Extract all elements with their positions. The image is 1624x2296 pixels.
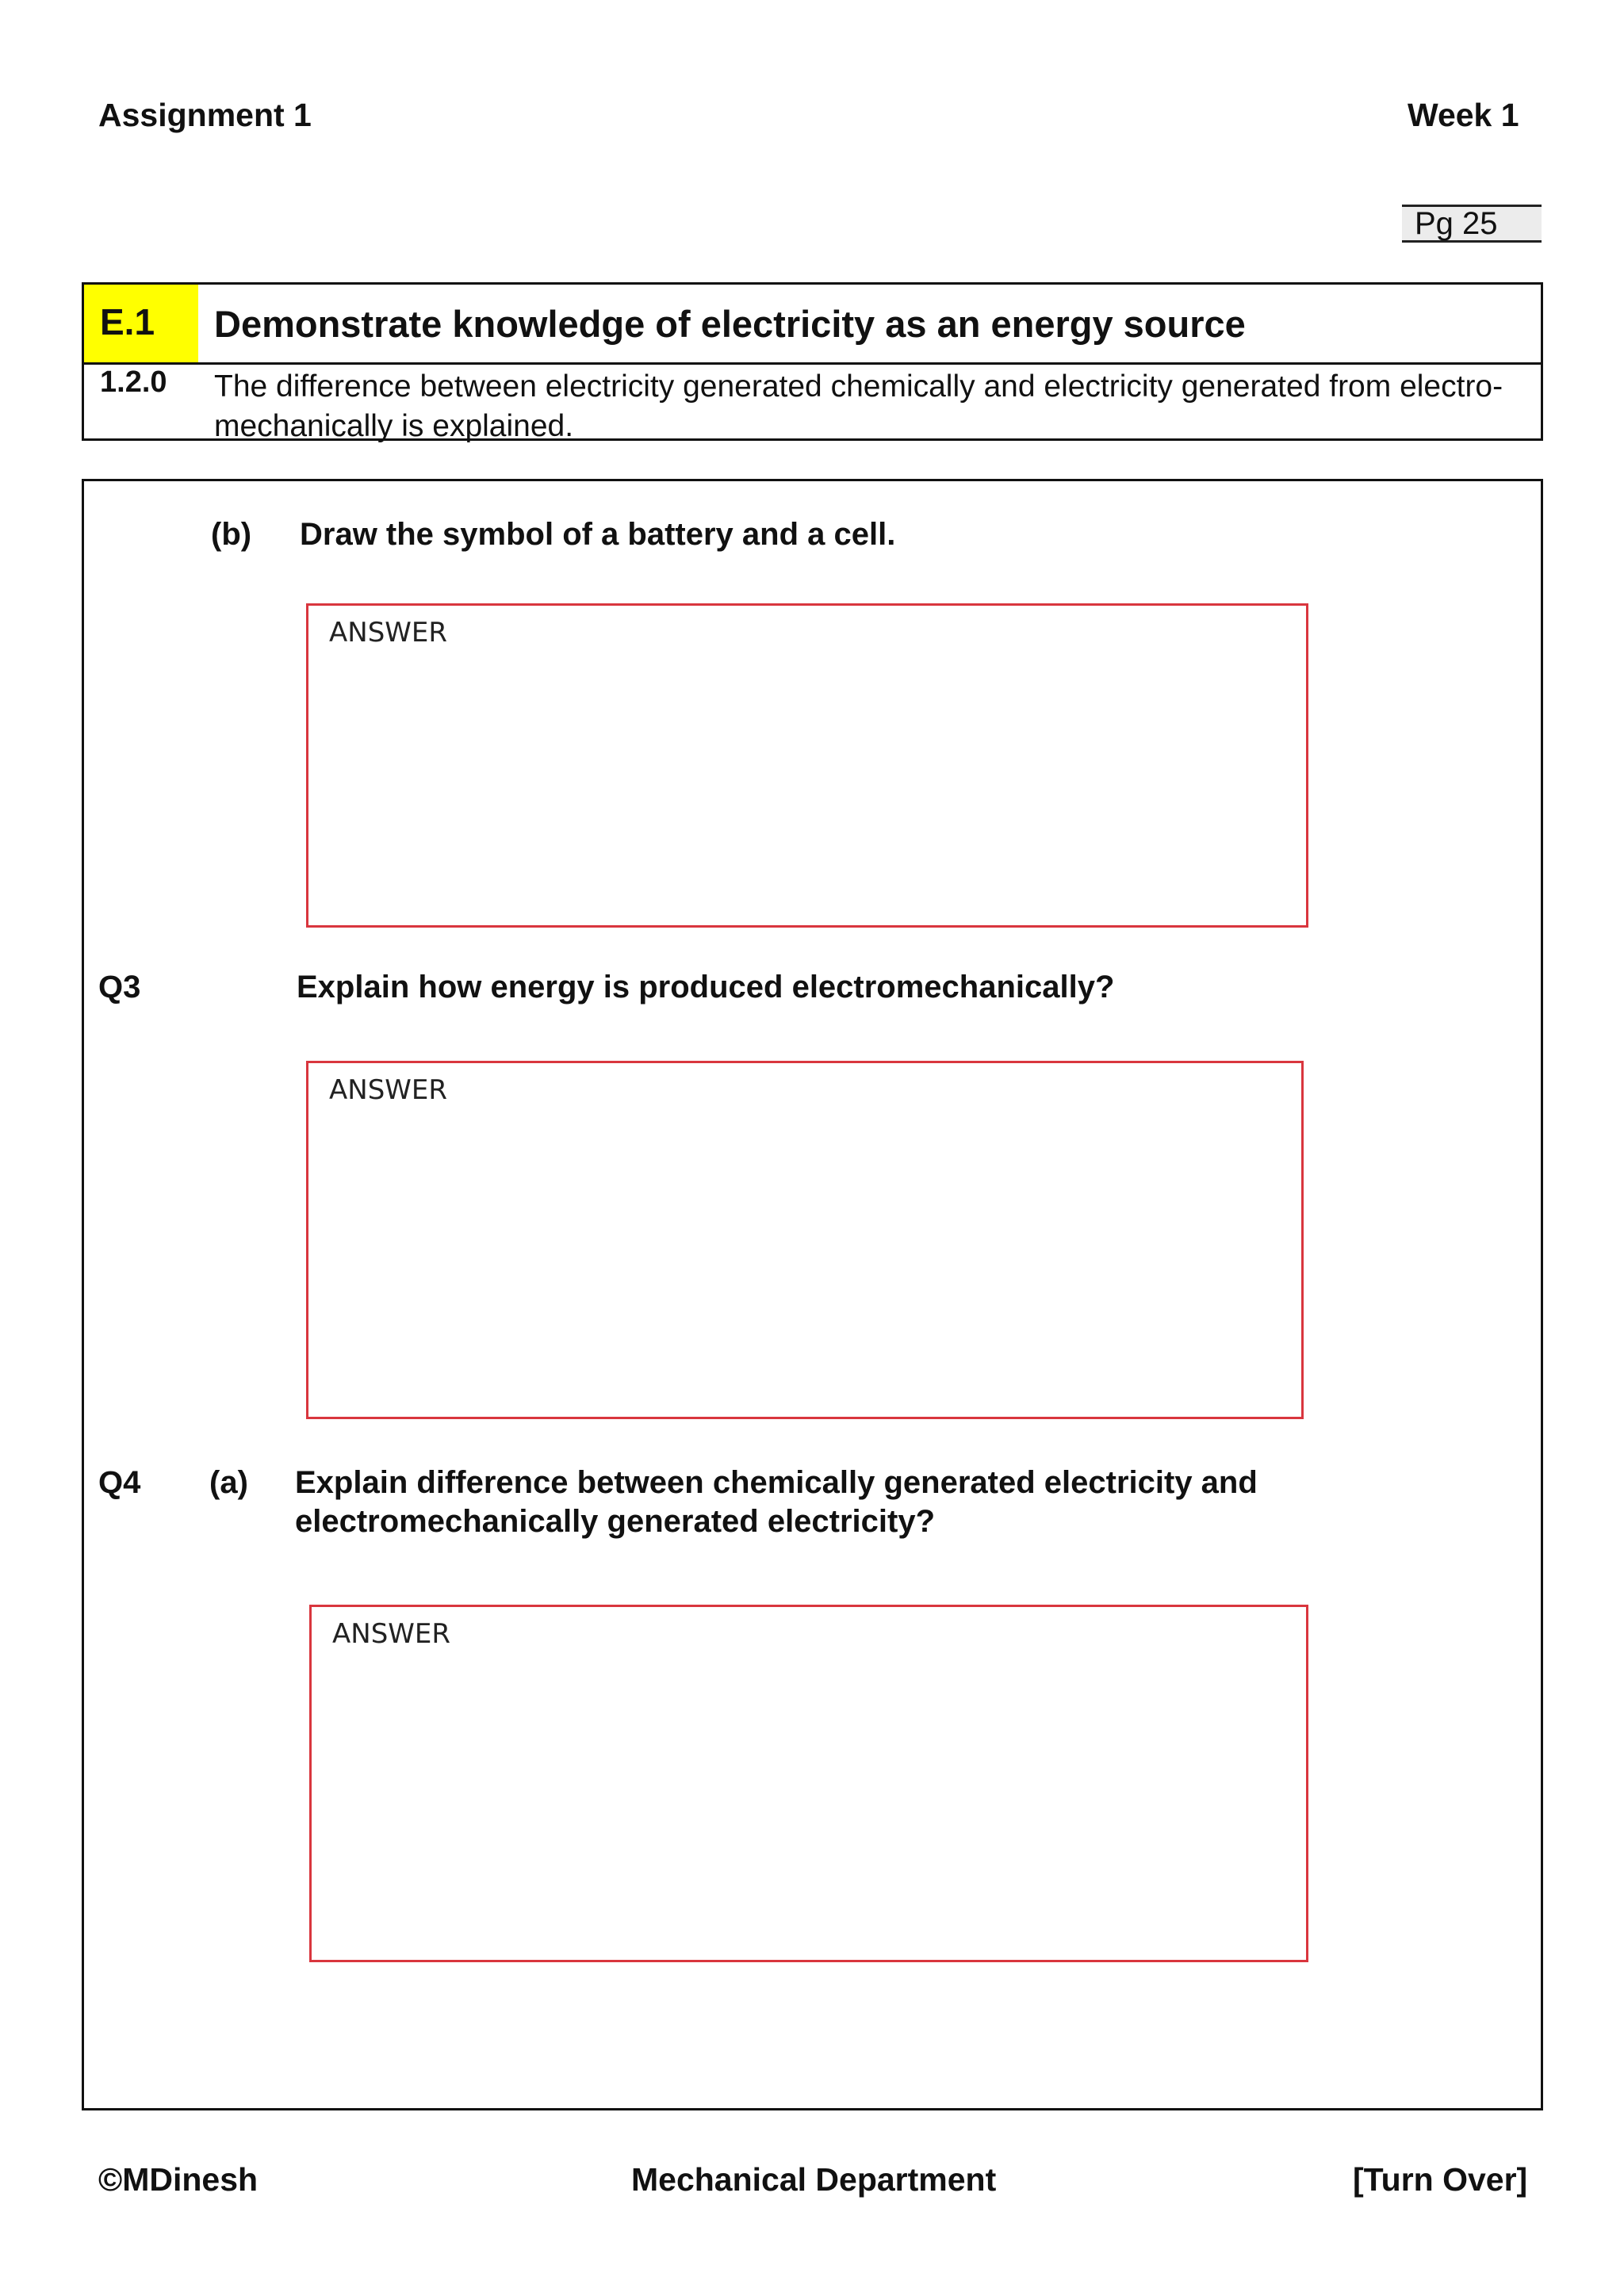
answer-box-q4[interactable] [309,1605,1308,1962]
question-b-label: (b) [211,517,252,552]
question-b-text: Draw the symbol of a battery and a cell. [300,517,896,552]
assignment-title: Assignment 1 [98,97,312,133]
footer-turn-over: [Turn Over] [1353,2161,1528,2198]
footer-copyright: ©MDinesh [98,2161,259,2198]
answer-label: ANSWER [329,1074,447,1106]
outcome-code: E.1 [84,285,198,362]
question-3-text: Explain how energy is produced electromechanically? [297,970,1115,1004]
outcome-table [82,282,1543,441]
answer-label: ANSWER [332,1618,450,1650]
question-3-label: Q3 [98,970,141,1004]
question-4-text-line1: Explain difference between chemically generated electricity and [295,1465,1258,1500]
question-4-label: Q4 [98,1465,141,1500]
footer-department: Mechanical Department [631,2161,997,2198]
answer-box-q3[interactable] [306,1061,1304,1419]
table-divider [84,362,1541,365]
question-4-text-line2: electromechanically generated electricity? [295,1504,936,1539]
answer-label: ANSWER [329,617,447,649]
sub-outcome-code: 1.2.0 [100,365,167,399]
outcome-title: Demonstrate knowledge of electricity as an energy source [214,303,1246,345]
week-label: Week 1 [1408,97,1519,133]
page-number: Pg 25 [1402,205,1542,243]
question-4-part-label: (a) [209,1465,248,1500]
sub-outcome-text: The difference between electricity generated chemically and electricity generated from electro-mechanically is explained. [214,369,1503,443]
answer-box-b[interactable] [306,603,1308,928]
